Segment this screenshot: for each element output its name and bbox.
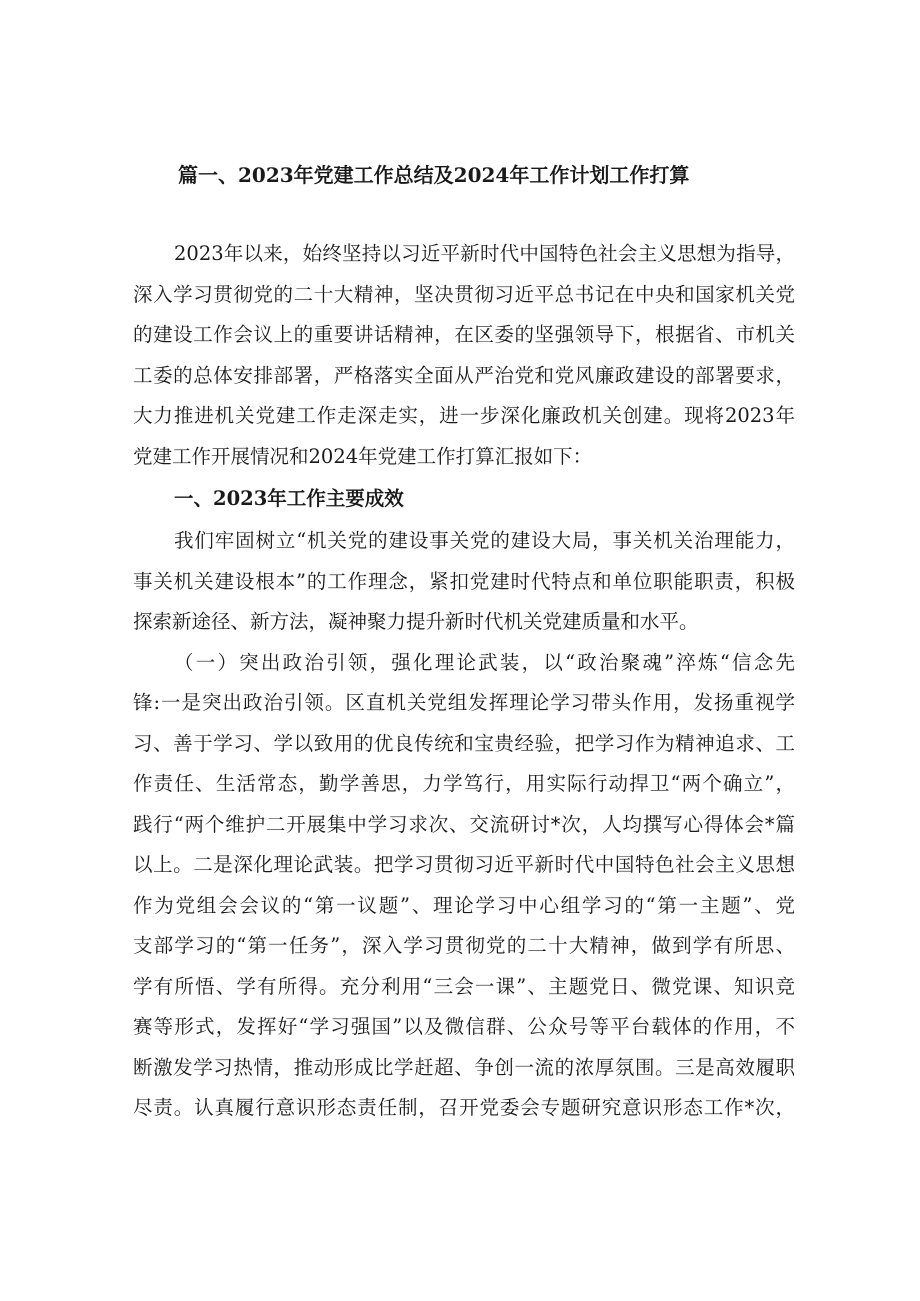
- paragraph-line: 学有所悟、学有所得。充分利用“三会一课”、主题党日、微党课、知识竞: [133, 974, 795, 998]
- paragraph-line: 以上。二是深化理论武装。把学习贯彻习近平新时代中国特色社会主义思想: [133, 853, 795, 876]
- paragraph-line: 作责任、生活常态，勤学善思，力学笃行，用实际行动捍卫“两个确立”，: [133, 772, 795, 795]
- paragraph-line: 支部学习的“第一任务”，深入学习贯彻党的二十大精神，做到学有所思、: [133, 934, 795, 957]
- paragraph-line: 工委的总体安排部署，严格落实全面从严治党和党风廉政建设的部署要求，: [133, 363, 795, 387]
- document-body: [133, 234, 795, 1129]
- paragraph-line: 践行“两个维护二开展集中学习求次、交流研讨*次，人均撰写心得体会*篇: [133, 812, 795, 836]
- paragraph-line: 探索新途径、新方法，凝神聚力提升新时代机关党建质量和水平。: [133, 610, 699, 633]
- paragraph-line: 赛等形式，发挥好“学习强国”以及微信群、公众号等平台载体的作用，不: [133, 1015, 795, 1038]
- section-heading: 一、2023年工作主要成效: [174, 487, 404, 510]
- paragraph-line: 2023年以来，始终坚持以习近平新时代中国特色社会主义思想为指导，: [174, 242, 795, 265]
- paragraph-line: 尽责。认真履行意识形态责任制，召开党委会专题研究意识形态工作*次，: [133, 1096, 795, 1119]
- paragraph-line: 锋:一是突出政治引领。区直机关党组发挥理论学习带头作用，发扬重视学: [133, 691, 795, 714]
- paragraph-line: 的建设工作会议上的重要讲话精神，在区委的坚强领导下，根据省、市机关: [133, 323, 795, 346]
- document-title: 篇一、2023年党建工作总结及2024年工作计划工作打算: [178, 163, 690, 187]
- paragraph-line: 我们牢固树立“机关党的建设事关党的建设大局，事关机关治理能力，: [174, 529, 795, 552]
- paragraph-line: 深入学习贯彻党的二十大精神，坚决贯彻习近平总书记在中央和国家机关党: [133, 282, 795, 306]
- paragraph-line: 事关机关建设根本”的工作理念，紧扣党建时代特点和单位职能职责，积极: [133, 569, 795, 593]
- paragraph-line: （一）突出政治引领，强化理论武装，以“政治聚魂”淬炼“信念先: [174, 650, 795, 674]
- paragraph-line: 党建工作开展情况和2024年党建工作打算汇报如下：: [133, 444, 593, 468]
- paragraph-line: 习、善于学习、学以致用的优良传统和宝贵经验，把学习作为精神追求、工: [133, 731, 795, 755]
- paragraph-line: 作为党组会会议的“第一议题”、理论学习中心组学习的“第一主题”、党: [133, 893, 795, 917]
- paragraph-line: 断激发学习热情，推动形成比学赶超、争创一流的浓厚氛围。三是高效履职: [133, 1055, 795, 1079]
- paragraph-line: 大力推进机关党建工作走深走实，进一步深化廉政机关创建。现将2023年: [133, 404, 795, 427]
